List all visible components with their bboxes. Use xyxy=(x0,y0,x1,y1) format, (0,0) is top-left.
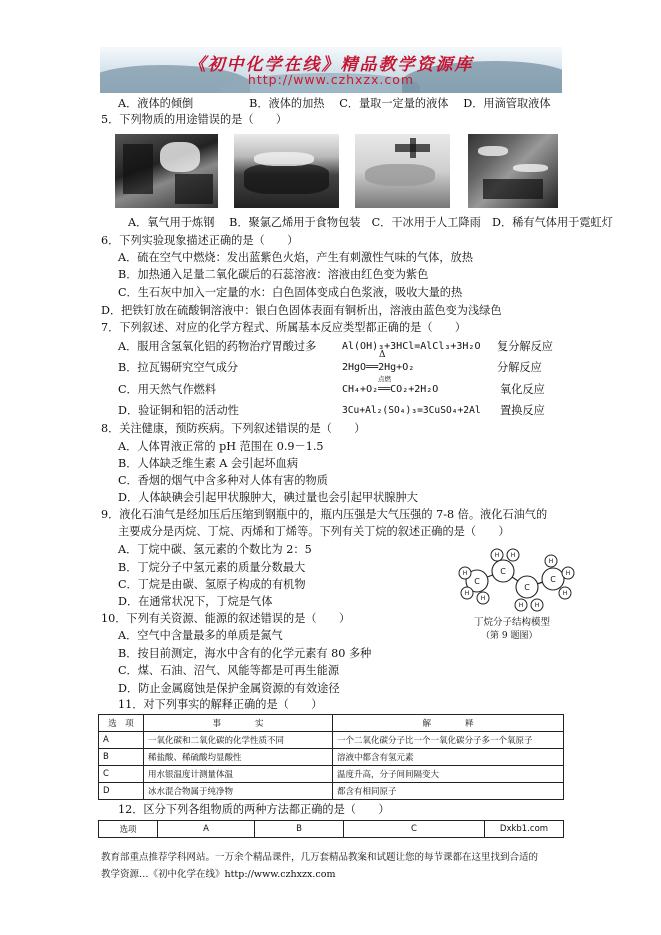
q7-a-text: A．服用含氢氧化铝的药物治疗胃酸过多 xyxy=(118,340,317,353)
table-cell: 冰水混合物属于纯净物 xyxy=(144,783,333,800)
q7-stem: 7．下列叙述、对应的化学方程式、所属基本反应类型都正确的是（ ） xyxy=(101,321,467,334)
q7-b-text: B．拉瓦锡研究空气成分 xyxy=(118,361,239,374)
carbon-label: C xyxy=(474,577,480,586)
q6-option-d: D．把铁钉放在硫酸铜溶液中：银白色固体表面有铜析出，溶液由蓝色变为浅绿色 xyxy=(101,304,502,317)
table-header-cell: 选 项 xyxy=(99,715,144,732)
table-cell: D xyxy=(99,783,144,800)
q9-option-d: D．在通常状况下，丁烷是气体 xyxy=(118,595,273,608)
q7-c-condition: 点燃 xyxy=(378,375,391,383)
q9-stem-line1: 9．液化石油气是经加压后压缩到钢瓶中的，瓶内压强是大气压强的 7-8 倍。液化石油气的 xyxy=(101,508,548,521)
q10-option-a: A．空气中含量最多的单质是氮气 xyxy=(118,629,283,642)
table-cell: 溶液中都含有氢元素 xyxy=(333,749,564,766)
carbon-label: C xyxy=(500,567,506,576)
q9-stem-line2: 主要成分是丙烷、丁烷、丙烯和丁烯等。下列有关丁烷的叙述正确的是（ ） xyxy=(118,525,510,538)
table-cell: 一氧化碳和二氧化碳的化学性质不同 xyxy=(144,732,333,749)
q4-options: A．液体的倾倒 B．液体的加热 C．量取一定量的液体 D．用滴管取液体 xyxy=(118,97,551,110)
banner-title: 《初中化学在线》精品教学资源库 xyxy=(188,55,474,75)
q10-option-b: B．按目前测定，海水中含有的化学元素有 80 多种 xyxy=(118,647,372,660)
q12-table xyxy=(98,820,564,838)
table-header-cell: Dxkb1.com xyxy=(485,821,564,838)
q7-c-text: C．用天然气作燃料 xyxy=(118,383,217,396)
neon-light-photo-icon xyxy=(468,134,558,208)
q10-stem: 10．下列有关资源、能源的叙述错误的是（ ） xyxy=(101,612,351,625)
q7-b-condition: Δ xyxy=(379,350,386,360)
hydrogen-label: H xyxy=(462,570,468,577)
header-banner xyxy=(100,47,562,93)
table-header-cell: 解 释 xyxy=(333,715,564,732)
q6-option-b: B．加热通入足量二氧化碳后的石蕊溶液：溶液由红色变为紫色 xyxy=(118,268,429,281)
q6-option-a: A．硫在空气中燃烧：发出蓝紫色火焰，产生有刺激性气味的气体，放热 xyxy=(118,251,473,264)
steel-making-photo-icon xyxy=(115,134,218,208)
q10-option-c: C．煤、石油、沼气、风能等都是可再生能源 xyxy=(118,664,340,677)
butane-molecule-figure xyxy=(455,543,577,621)
q7-b-type: 分解反应 xyxy=(497,361,542,374)
table-cell: 都含有相同原子 xyxy=(333,783,564,800)
table-cell: 温度升高，分子间间隔变大 xyxy=(333,766,564,783)
footer-line-2[interactable]: 教学资源…《初中化学在线》http://www.czhxzx.com xyxy=(101,869,336,880)
table-cell: C xyxy=(99,766,144,783)
rain-plane-photo-icon xyxy=(355,134,450,208)
table-row xyxy=(99,749,564,766)
q7-b-equation: 2HgO══2Hg+O₂ xyxy=(342,362,415,373)
q7-a-equation: Al(OH)₃+3HCl=AlCl₃+3H₂O xyxy=(342,341,481,352)
table-header-row xyxy=(99,715,564,732)
table-cell: 稀盐酸、稀硫酸均显酸性 xyxy=(144,749,333,766)
hydrogen-label: H xyxy=(494,552,500,559)
q11-stem: 11．对下列事实的解释正确的是（ ） xyxy=(118,698,323,711)
q10-option-d: D．防止金属腐蚀是保护金属资源的有效途径 xyxy=(118,682,340,695)
hydrogen-label: H xyxy=(565,570,571,577)
table-header-cell: C xyxy=(344,821,485,838)
q7-d-type: 置换反应 xyxy=(500,404,545,417)
q6-option-c: C．生石灰中加入一定量的水：白色固体变成白色浆液，吸收大量的热 xyxy=(118,286,463,299)
table-row xyxy=(99,766,564,783)
hydrogen-label: H xyxy=(464,590,470,597)
plastic-packaging-photo-icon xyxy=(234,134,339,208)
q8-option-a: A．人体胃液正常的 pH 范围在 0.9－1.5 xyxy=(118,440,324,453)
table-cell: B xyxy=(99,749,144,766)
table-cell: A xyxy=(99,732,144,749)
q5-options: A．氧气用于炼钢 B．聚氯乙烯用于食物包装 C．干冰用于人工降雨 D．稀有气体用于霓虹灯 xyxy=(128,216,613,229)
q8-option-b: B．人体缺乏维生素 A 会引起坏血病 xyxy=(118,457,299,470)
hydrogen-label: H xyxy=(534,602,540,609)
table-header-cell: 事 实 xyxy=(144,715,333,732)
hydrogen-label: H xyxy=(510,552,516,559)
q9-option-b: B．丁烷分子中氢元素的质量分数最大 xyxy=(118,561,306,574)
q9-option-c: C．丁烷是由碳、氢原子构成的有机物 xyxy=(118,578,306,591)
q5-stem: 5．下列物质的用途错误的是（ ） xyxy=(101,113,288,126)
q12-stem: 12．区分下列各组物质的两种方法都正确的是（ ） xyxy=(118,803,390,816)
carbon-label: C xyxy=(550,575,556,584)
table-cell: 一个二氧化碳分子比一个一氧化碳分子多一个氧原子 xyxy=(333,732,564,749)
hydrogen-label: H xyxy=(548,558,554,565)
table-cell: 用水银温度计测量体温 xyxy=(144,766,333,783)
carbon-label: C xyxy=(524,583,530,592)
q7-c-type: 氧化反应 xyxy=(500,383,545,396)
table-header-cell: 选项 xyxy=(99,821,158,838)
footer-line-1: 教育部重点推荐学科网站。一万余个精品课件，几万套精品教案和试题让您的每节课都在这里找到合适的 xyxy=(101,852,539,863)
figure-number: （第 9 题图） xyxy=(481,631,538,641)
q9-option-a: A．丁烷中碳、氢元素的个数比为 2：5 xyxy=(118,543,312,556)
q7-a-type: 复分解反应 xyxy=(497,340,553,353)
q7-d-equation: 3Cu+Al₂(SO₄)₃=3CuSO₄+2Al xyxy=(342,405,481,416)
q7-c-equation: CH₄+O₂══CO₂+2H₂O xyxy=(342,384,439,395)
table-row xyxy=(99,783,564,800)
banner-url[interactable]: http://www.czhxzx.com xyxy=(247,72,415,87)
q11-table xyxy=(98,714,564,800)
q8-option-c: C．香烟的烟气中含多种对人体有害的物质 xyxy=(118,474,328,487)
hydrogen-label: H xyxy=(518,602,524,609)
q6-stem: 6．下列实验现象描述正确的是（ ） xyxy=(101,234,299,247)
table-header-cell: B xyxy=(255,821,344,838)
q7-d-text: D．验证铜和铝的活动性 xyxy=(118,404,239,417)
hydrogen-label: H xyxy=(480,595,486,602)
q8-stem: 8．关注健康，预防疾病。下列叙述错误的是（ ） xyxy=(101,422,366,435)
hydrogen-label: H xyxy=(562,590,568,597)
table-header-row xyxy=(99,821,564,838)
table-header-cell: A xyxy=(158,821,255,838)
figure-caption: 丁烷分子结构模型 xyxy=(474,617,551,628)
table-row xyxy=(99,732,564,749)
q8-option-d: D．人体缺碘会引起甲状腺肿大，碘过量也会引起甲状腺肿大 xyxy=(118,491,418,504)
